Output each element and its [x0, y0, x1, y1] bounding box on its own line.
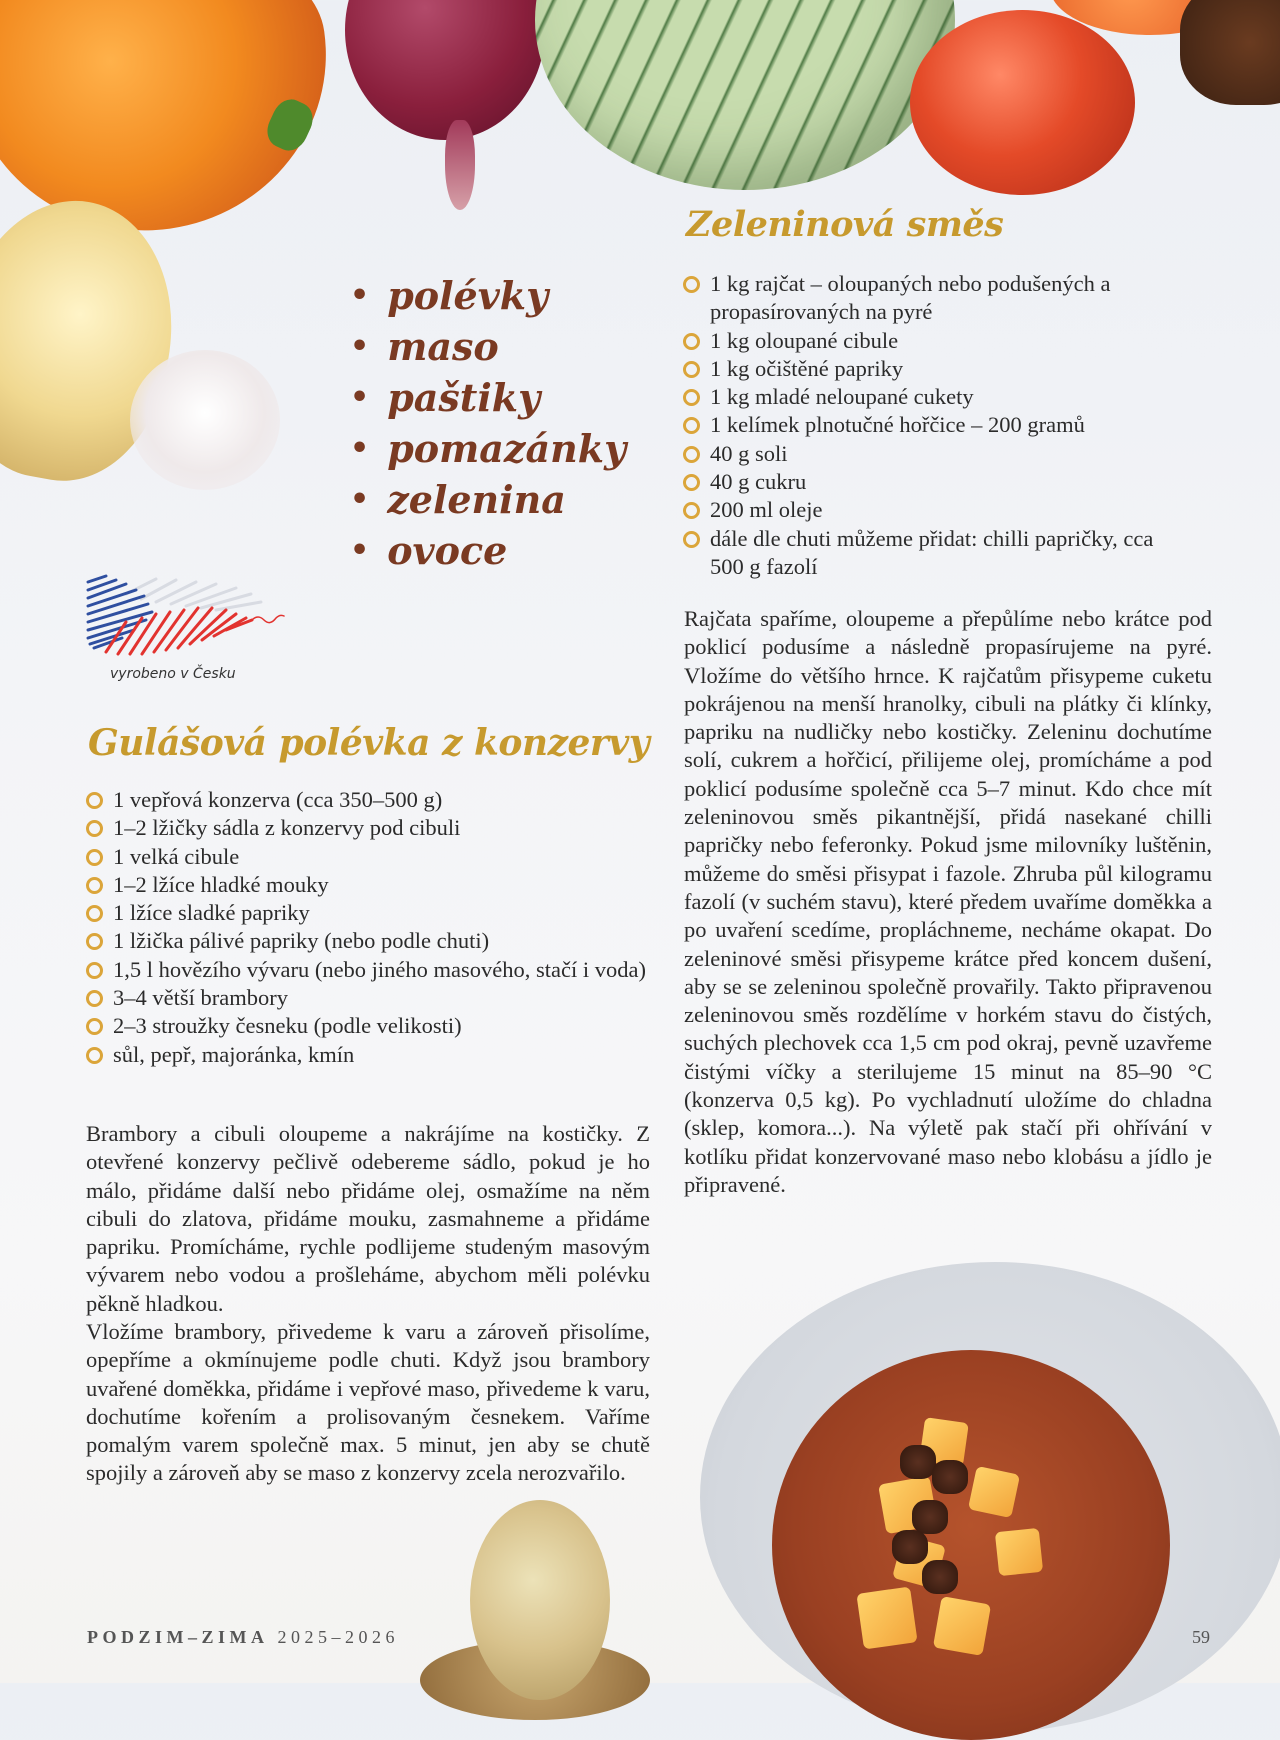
ingredient-item: 1 velká cibule [86, 843, 646, 871]
meat-piece [922, 1560, 958, 1594]
ingredient-item: sůl, pepř, majoránka, kmín [86, 1041, 646, 1069]
zucchini-image [535, 0, 955, 190]
ingredient-item: 1–2 lžičky sádla z konzervy pod cibuli [86, 814, 646, 842]
ingredient-item: 2–3 stroužky česneku (podle velikosti) [86, 1012, 646, 1040]
ingredient-item: 1 kelímek plnotučné hořčice – 200 gramů [683, 411, 1183, 439]
ingredient-item: 1–2 lžíce hladké mouky [86, 871, 646, 899]
ingredient-item: 1,5 l hovězího vývaru (nebo jiného masového, stačí i voda) [86, 956, 646, 984]
category-item: • paštiky [350, 372, 626, 423]
ingredient-item: 1 lžíce sladké papriky [86, 899, 646, 927]
vegetable-mix-instructions: Rajčata spaříme, oloupeme a přepůlíme nebo krátce pod poklicí podusíme a následně propasírujeme na pyré. Vložíme do většího hrnce. K rajčatům přisypeme cuketu pokrájenou na menší hranolky, cibuli na plátky či klínky, papriku na nudličky nebo kostičky. Zeleninu dochutíme solí, cukrem a hořčicí, přilijeme olej, promícháme a pod poklicí podusíme společně cca 5–7 minut. Kdo chce mít zeleninovou směs pikantnější, přidá nasekané chilli papričky nebo feferonky. Pokud jsme milovníky luštěnin, můžeme do směsi přisypat i fazole. Zhruba půl kilogramu fazolí (v suchém stavu), které předem uvaříme doměkka a po uvaření scedíme, propláchneme, necháme okapat. Do zeleninové směsi přisypeme krátce před koncem dušení, aby se se zeleninou společně provařily. Takto připravenou zeleninovou směs rozdělíme v horkém stavu do čistých, suchých plechovek cca 1,5 cm pod okraj, pevně uzavřeme čistými víčky a sterilujeme 15 minut na 85–90 °C (konzerva 0,5 kg). Po vychladnutí uložíme do chladna (sklep, komora...). Na výletě pak stačí při ohřívání v kotlíku přidat konzervované maso nebo klobásu a jídlo je připravené. [684, 606, 1212, 1197]
potato-chunk [995, 1528, 1043, 1576]
meat-piece [892, 1530, 928, 1564]
tomato-image [910, 10, 1135, 195]
ingredient-item: 1 kg rajčat – oloupaných nebo podušených a propasírovaných na pyré [683, 270, 1183, 327]
ingredient-item: 200 ml oleje [683, 496, 1183, 524]
red-onion-image [345, 0, 545, 140]
category-item: • polévky [350, 270, 626, 321]
vegetable-mix-title: Zeleninová směs [686, 204, 1004, 245]
ingredient-item: 1 lžička pálivé papriky (nebo podle chuti) [86, 927, 646, 955]
potato-chunk [933, 1596, 991, 1656]
goulash-soup-instructions-2: Vložíme brambory, přivedeme k varu a zároveň přisolíme, opepříme a okmínujeme podle chuti. Když jsou brambory uvařené doměkka, přidáme i vepřové maso, přivedeme k varu, dochutíme kořením a prolisovaným česnekem. Vaříme pomalým varem společně max. 5 minut, jen aby se chutě spojily a zároveň aby se maso z konzervy zcela nerozvařilo. [86, 1319, 650, 1486]
meat-piece [912, 1500, 948, 1534]
category-item: • maso [350, 321, 626, 372]
footer-season [87, 1627, 399, 1648]
ingredient-item: dále dle chuti můžeme přidat: chilli papričky, cca 500 g fazolí [683, 525, 1183, 582]
footer-season-years: 2025–2026 [277, 1627, 399, 1647]
meat-piece [900, 1445, 936, 1479]
meat-piece [932, 1460, 968, 1494]
category-item: • pomazánky [350, 423, 626, 474]
goulash-soup-image [772, 1350, 1170, 1740]
garlic-image [130, 350, 280, 490]
goulash-soup-ingredients [86, 786, 646, 1069]
potato-chunk [856, 1587, 917, 1650]
category-item: • ovoce [350, 525, 626, 576]
ingredient-item: 1 vepřová konzerva (cca 350–500 g) [86, 786, 646, 814]
category-item: • zelenina [350, 474, 626, 525]
ingredient-item: 40 g soli [683, 440, 1183, 468]
potato-image [470, 1500, 610, 1700]
red-onion-root-image [445, 120, 475, 210]
vegetable-mix-ingredients [683, 270, 1183, 581]
ingredient-item: 1 kg mladé neloupané cukety [683, 383, 1183, 411]
ingredient-item: 40 g cukru [683, 468, 1183, 496]
herb-brush-image [1180, 0, 1280, 105]
potato-chunk [968, 1466, 1020, 1518]
goulash-soup-instructions-1: Brambory a cibuli oloupeme a nakrájíme na kostičky. Z otevřené konzervy pečlivě odebereme sádlo, pokud je ho málo, přidáme další nebo přidáme olej, osmažíme na něm cibuli do zlatova, přidáme mouku, zasmahneme a přidáme papriku. Promícháme, rychle podlijeme studeným masovým vývarem nebo vodou a prošleháme, abychom měli polévku pěkně hladkou. [86, 1121, 650, 1316]
product-categories-list [350, 270, 626, 576]
ingredient-item: 3–4 větší brambory [86, 984, 646, 1012]
ingredient-item: 1 kg očištěné papriky [683, 355, 1183, 383]
ingredient-item: 1 kg oloupané cibule [683, 327, 1183, 355]
made-in-czech-caption: vyrobeno v Česku [110, 666, 236, 682]
page-number: 59 [1192, 1627, 1210, 1647]
goulash-soup-title: Gulášová polévka z konzervy [88, 722, 650, 764]
footer-season-label: PODZIM–ZIMA [87, 1627, 269, 1647]
